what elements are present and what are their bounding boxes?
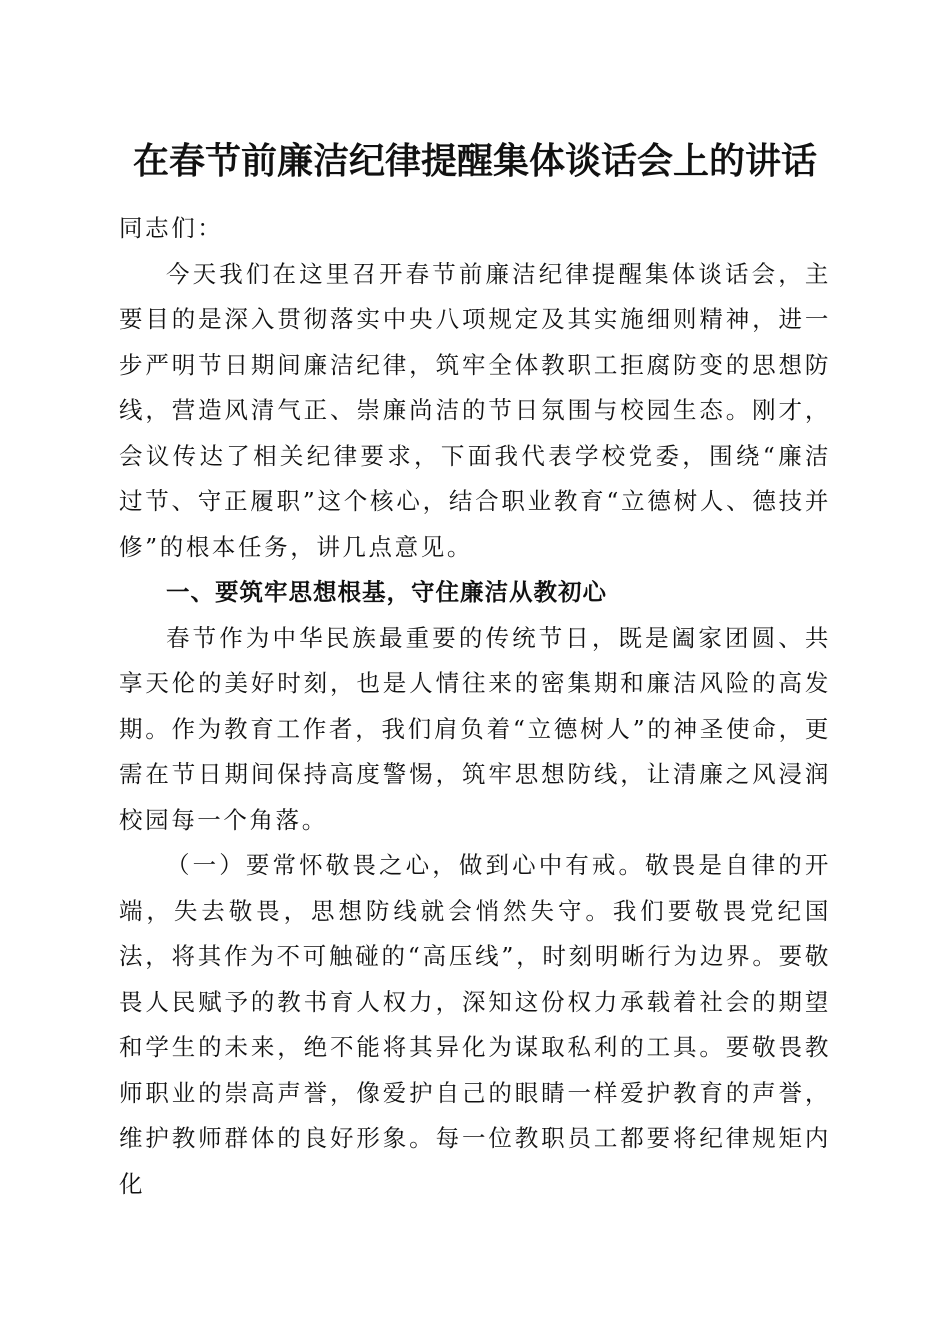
subsection-1-paragraph: （一）要常怀敬畏之心，做到心中有戒。敬畏是自律的开端，失去敬畏，思想防线就会悄然失守。我们要敬畏党纪国法，将其作为不可触碰的“高压线”，时刻明晰行为边界。要敬畏人民赋予的教书育人权力，深知这份权力承载着社会的期望和学生的未来，绝不能将其异化为谋取私利的工具。要敬畏教师职业的崇高声誉，像爱护自己的眼睛一样爱护教育的声誉，维护教师群体的良好形象。每一位教职员工都要将纪律规矩内化 [119,851,831,1198]
section-1-paragraph: 春节作为中华民族最重要的传统节日，既是阖家团圆、共享天伦的美好时刻，也是人情往来的密集期和廉洁风险的高发期。作为教育工作者，我们肩负着“立德树人”的神圣使命，更需在节日期间保持高度警惕，筑牢思想防线，让清廉之风浸润校园每一个角落。 [119,623,831,834]
section-heading-1: 一、要筑牢思想根基，守住廉洁从教初心 [166,578,607,606]
intro-paragraph: 今天我们在这里召开春节前廉洁纪律提醒集体谈话会，主要目的是深入贯彻落实中央八项规定及其实施细则精神，进一步严明节日期间廉洁纪律，筑牢全体教职工拒腐防变的思想防线，营造风清气正、崇廉尚洁的节日氛围与校园生态。刚才，会议传达了相关纪律要求，下面我代表学校党委，围绕“廉洁过节、守正履职”这个核心，结合职业教育“立德树人、德技并修”的根本任务，讲几点意见。 [119,259,831,561]
document-body [119,206,831,1207]
salutation: 同志们： [119,214,224,242]
document-title: 在春节前廉洁纪律提醒集体谈话会上的讲话 [132,140,817,182]
